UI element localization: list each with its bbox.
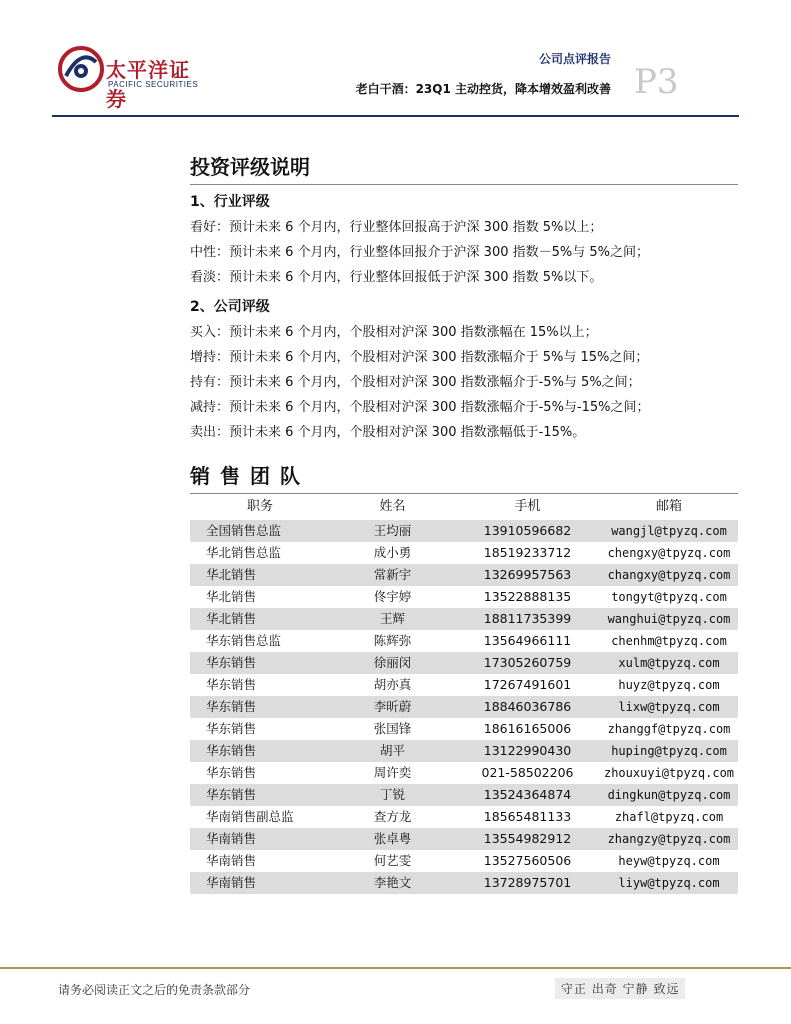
cell-position: 全国销售总监	[206, 523, 282, 538]
cell-name: 王均丽	[373, 523, 412, 538]
cell-position: 华东销售	[206, 677, 257, 692]
cell-name: 周许奕	[373, 765, 412, 780]
cell-email: wanghui@tpyzq.com	[607, 612, 731, 626]
table-row	[190, 564, 738, 586]
cell-email: tongyt@tpyzq.com	[611, 590, 727, 604]
cell-position: 华南销售	[206, 831, 257, 846]
table-row	[190, 740, 738, 762]
cell-name: 成小勇	[373, 545, 412, 560]
cell-name: 李艳文	[373, 875, 412, 890]
cell-name: 丁锐	[379, 787, 405, 802]
company-rating-line: 持有：预计未来 6 个月内，个股相对沪深 300 指数涨幅介于-5%与 5%之间；	[190, 375, 641, 390]
cell-email: chenhm@tpyzq.com	[611, 634, 727, 648]
cell-email: changxy@tpyzq.com	[607, 568, 731, 582]
report-type: 公司点评报告	[538, 52, 611, 66]
table-row	[190, 696, 738, 718]
header-divider	[52, 115, 739, 117]
cell-email: chengxy@tpyzq.com	[607, 546, 731, 560]
cell-position: 华东销售	[206, 743, 257, 758]
cell-position: 华北销售	[206, 567, 257, 582]
cell-email: wangjl@tpyzq.com	[611, 524, 727, 538]
table-header-row	[190, 494, 738, 520]
cell-phone: 021-58502206	[481, 765, 574, 780]
cell-name: 张卓粤	[373, 831, 412, 846]
cell-phone: 13527560506	[483, 853, 572, 868]
cell-email: dingkun@tpyzq.com	[607, 788, 731, 802]
cell-name: 胡平	[379, 743, 405, 758]
cell-phone: 13554982912	[483, 831, 572, 846]
table-row	[190, 872, 738, 894]
cell-email: heyw@tpyzq.com	[618, 854, 720, 868]
table-row	[190, 630, 738, 652]
sales-team-title: 销售团队	[190, 459, 738, 494]
cell-phone: 13910596682	[483, 523, 572, 538]
cell-phone: 13522888135	[483, 589, 572, 604]
cell-name: 王辉	[379, 611, 405, 626]
report-title: 老白干酒：23Q1 主动控货，降本增效盈利改善	[355, 82, 611, 96]
cell-name: 查方龙	[373, 809, 412, 824]
table-row	[190, 806, 738, 828]
cell-position: 华北销售	[206, 589, 257, 604]
table-row	[190, 784, 738, 806]
cell-position: 华北销售总监	[206, 545, 282, 560]
cell-phone: 18846036786	[483, 699, 572, 714]
header-email: 邮箱	[655, 499, 682, 514]
table-row	[190, 652, 738, 674]
sales-team-table	[190, 494, 738, 894]
footer-motto: 守正 出奇 宁静 致远	[555, 978, 685, 999]
cell-position: 华东销售	[206, 765, 257, 780]
cell-email: zhafl@tpyzq.com	[614, 810, 724, 824]
table-body	[190, 520, 738, 894]
cell-phone: 13122990430	[483, 743, 572, 758]
cell-email: lixw@tpyzq.com	[618, 700, 720, 714]
company-rating-line: 增持：预计未来 6 个月内，个股相对沪深 300 指数涨幅介于 5%与 15%之间；	[190, 350, 649, 365]
cell-phone: 18519233712	[483, 545, 572, 560]
cell-position: 华东销售	[206, 721, 257, 736]
cell-position: 华北销售	[206, 611, 257, 626]
cell-position: 华南销售	[206, 875, 257, 890]
table-row	[190, 674, 738, 696]
cell-phone: 17305260759	[483, 655, 572, 670]
logo-english-name: PACIFIC SECURITIES	[108, 80, 199, 89]
cell-name: 佟宇婷	[373, 589, 412, 604]
company-rating-line: 买入：预计未来 6 个月内，个股相对沪深 300 指数涨幅在 15%以上；	[190, 325, 598, 340]
table-row	[190, 520, 738, 542]
cell-name: 张国锋	[373, 721, 412, 736]
cell-email: zhouxuyi@tpyzq.com	[603, 766, 735, 780]
cell-phone: 13524364874	[483, 787, 572, 802]
cell-name: 常新宇	[373, 567, 412, 582]
cell-name: 李昕蔚	[373, 699, 412, 714]
cell-email: zhangzy@tpyzq.com	[607, 832, 731, 846]
cell-phone: 18565481133	[483, 809, 572, 824]
cell-phone: 13269957563	[483, 567, 572, 582]
company-logo	[58, 44, 206, 111]
header-position: 职务	[246, 499, 273, 514]
header-name: 姓名	[379, 499, 406, 514]
cell-name: 陈辉弥	[373, 633, 412, 648]
cell-email: huping@tpyzq.com	[611, 744, 727, 758]
cell-position: 华南销售	[206, 853, 257, 868]
footer-divider	[0, 967, 791, 969]
cell-position: 华南销售副总监	[206, 809, 294, 824]
company-rating-line: 卖出：预计未来 6 个月内，个股相对沪深 300 指数涨幅低于-15%。	[190, 425, 586, 440]
table-row	[190, 762, 738, 784]
table-row	[190, 542, 738, 564]
logo-chinese-name: 太平洋证券	[106, 58, 190, 111]
table-row	[190, 828, 738, 850]
company-rating-line: 减持：预计未来 6 个月内，个股相对沪深 300 指数涨幅介于-5%与-15%之间；	[190, 400, 650, 415]
cell-email: liyw@tpyzq.com	[618, 876, 720, 890]
cell-phone: 13728975701	[483, 875, 572, 890]
cell-name: 何艺雯	[373, 853, 412, 868]
main-content	[190, 150, 738, 894]
cell-email: zhanggf@tpyzq.com	[607, 722, 731, 736]
rating-section-title: 投资评级说明	[190, 150, 738, 185]
cell-phone: 18811735399	[483, 611, 572, 626]
pacific-securities-logo-icon	[58, 46, 104, 92]
footer-disclaimer: 请务必阅读正文之后的免责条款部分	[58, 983, 251, 997]
cell-name: 徐丽闵	[373, 655, 412, 670]
cell-name: 胡亦真	[373, 677, 412, 692]
cell-position: 华东销售	[206, 699, 257, 714]
industry-rating-line: 看好：预计未来 6 个月内，行业整体回报高于沪深 300 指数 5%以上；	[190, 220, 603, 235]
cell-position: 华东销售总监	[206, 633, 282, 648]
table-row	[190, 586, 738, 608]
page-number: P3	[634, 62, 679, 102]
table-row	[190, 718, 738, 740]
header-phone: 手机	[514, 499, 541, 514]
company-rating-title: 2、公司评级	[190, 299, 270, 315]
industry-rating-line: 中性：预计未来 6 个月内，行业整体回报介于沪深 300 指数－5%与 5%之间；	[190, 245, 649, 260]
cell-email: huyz@tpyzq.com	[618, 678, 720, 692]
table-row	[190, 850, 738, 872]
cell-phone: 17267491601	[483, 677, 572, 692]
cell-position: 华东销售	[206, 655, 257, 670]
industry-rating-line: 看淡：预计未来 6 个月内，行业整体回报低于沪深 300 指数 5%以下。	[190, 270, 603, 285]
industry-rating-title: 1、行业评级	[190, 194, 270, 210]
cell-email: xulm@tpyzq.com	[618, 656, 720, 670]
cell-position: 华东销售	[206, 787, 257, 802]
cell-phone: 13564966111	[483, 633, 572, 648]
table-row	[190, 608, 738, 630]
cell-phone: 18616165006	[483, 721, 572, 736]
